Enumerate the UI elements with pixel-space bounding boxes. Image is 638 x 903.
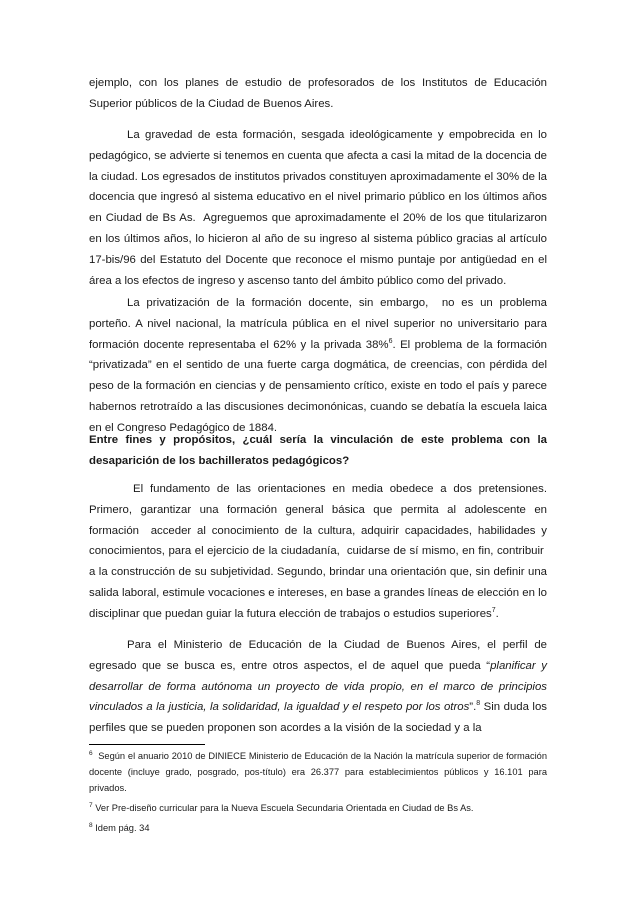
paragraph-5-quote: planificar y desarrollar de forma autónoma un proyecto de vida propio, en el marco de principios vinculados a la justicia, la solidaridad, la igualdad y el respeto por los otros xyxy=(89,659,547,714)
paragraph-4 xyxy=(89,479,547,625)
paragraph-4-text-d: a la construcción de su subjetividad. Segundo, brindar una orientación que, sin definir una salida laboral, estimule vocaciones e intereses, en base a grandes líneas de elección en lo disciplinar que puedan guiar la futura elección de trabajos o estudios superiores xyxy=(89,566,547,620)
footnote-number: 8 xyxy=(89,821,93,829)
footnote-8 xyxy=(89,820,547,836)
footnotes xyxy=(89,748,547,836)
paragraph-2-text-b: Agreguemos que aproximadamente el 20% de los que titularizaron en los últimos años, lo hicieron al año de su ingreso al sistema público gracias al artículo 17-bis/96 del Estatuto del Docente que reconoce el mismo puntaje por antigüedad en el área a los efectos de ingreso y ascenso tanto del ámbito público como del privado. xyxy=(89,212,548,287)
footnote-text: Ver Pre-diseño curricular para la Nueva Escuela Secundaria Orientada en Ciudad de Bs As. xyxy=(95,803,474,813)
footnote-text: Según el anuario 2010 de DINIECE Ministerio de Educación de la Nación la matrícula superior de formación docente (incluye grado, posgrado, pos-título) era 26.377 para establecimientos públicos y 16.101 para privados. xyxy=(89,751,547,793)
paragraph-1-text: ejemplo, con los planes de estudio de profesorados de los Institutos de Educación Superior públicos de la Ciudad de Buenos Aires. xyxy=(89,77,547,110)
footnote-ref-6[interactable]: 6 xyxy=(388,337,393,345)
paragraph-4-text-a: El fundamento de las orientaciones en media obedece a dos pretensiones. Primero, garantizar una formación general básica que permita al adolescente en formación xyxy=(89,483,547,537)
footnote-number: 6 xyxy=(89,749,93,757)
footnote-ref-7[interactable]: 7 xyxy=(491,606,496,614)
paragraph-3 xyxy=(89,293,547,439)
footnote-number: 7 xyxy=(89,801,93,809)
paragraph-4-text-c: cuidarse de sí mismo, en fin, contribuir xyxy=(346,545,544,558)
footnote-text: Idem pág. 34 xyxy=(95,823,150,833)
paragraph-1 xyxy=(89,73,547,115)
heading-text: Entre fines y propósitos, ¿cuál sería la vinculación de este problema con la desaparición de los bachilleratos pedagógicos? xyxy=(89,434,547,467)
footnote-separator xyxy=(89,744,205,745)
paragraph-5-text-b: ”. xyxy=(469,701,477,714)
footnote-7 xyxy=(89,800,547,816)
paragraph-5 xyxy=(89,635,547,739)
footnote-ref-8[interactable]: 8 xyxy=(476,700,481,708)
paragraph-3-text-b: no es un problema porteño. A nivel nacional, la matrícula pública en el nivel superior no universitario para formación docente representaba el 62% y la privada 38% xyxy=(89,297,548,351)
paragraph-3-text-c: . El problema de la formación “privatizada” en el sentido de una fuerte carga dogmática, de creencias, con pérdida del peso de la formación en ciencias y de pensamiento crítico, existe en todo el país y parece habernos retrotraído a las discusiones decimonónicas, cuando se debatía la escuela laica en el Congreso Pedagógico de 1884. xyxy=(89,338,548,434)
paragraph-5-text-c: Sin duda los perfiles que se pueden proponen son acordes a la visión de la sociedad y a la xyxy=(89,701,547,735)
footnote-6 xyxy=(89,748,547,796)
paragraph-5-text-a: Para el Ministerio de Educación de la Ciudad de Buenos Aires, el perfil de egresado que se busca es, entre otros aspectos, el de aquel que pueda “ xyxy=(89,639,547,672)
paragraph-3-text-a: La privatización de la formación docente, sin embargo, xyxy=(127,297,429,309)
paragraph-2 xyxy=(89,125,547,291)
paragraph-4-text-e: . xyxy=(495,607,499,620)
paragraph-4-text-b: acceder al conocimiento de la cultura, adquirir capacidades, habilidades y conocimientos, para el ejercicio de la ciudadanía, xyxy=(89,524,547,558)
paragraph-2-text-a: La gravedad de esta formación, sesgada ideológicamente y empobrecida en lo pedagógico, se advierte si tenemos en cuenta que afecta a casi la mitad de la docencia de la ciudad. Los egresados de institutos privados constituyen aproximadamente el 30% de la docencia que ingresó al sistema educativo en el nivel primario público en los últimos años en Ciudad de Bs As. xyxy=(89,129,547,225)
section-heading xyxy=(89,430,547,472)
